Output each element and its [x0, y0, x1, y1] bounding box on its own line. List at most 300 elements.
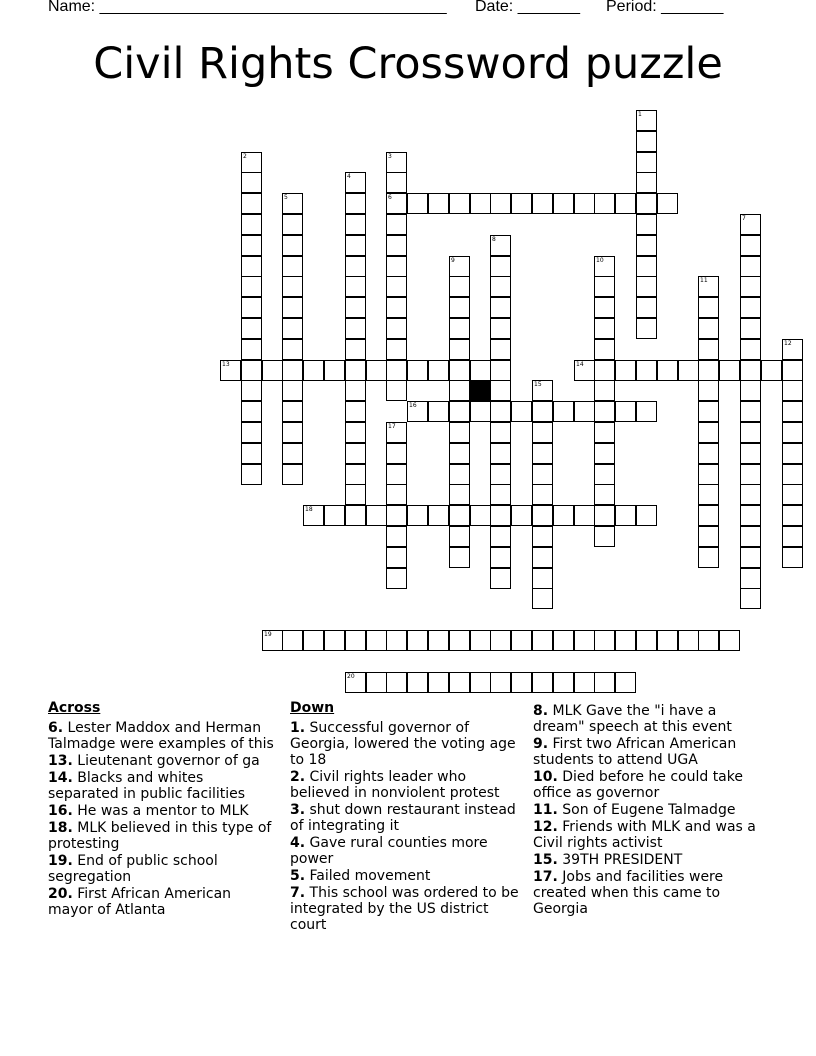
crossword-cell[interactable] — [698, 505, 719, 526]
crossword-cell[interactable] — [220, 360, 241, 381]
crossword-cell[interactable] — [386, 276, 407, 297]
crossword-cell[interactable] — [449, 464, 470, 485]
crossword-cell[interactable] — [366, 672, 387, 693]
crossword-cell[interactable] — [449, 318, 470, 339]
crossword-cell[interactable] — [574, 672, 595, 693]
crossword-cell[interactable] — [470, 505, 491, 526]
crossword-cell[interactable] — [553, 630, 574, 651]
crossword-cell[interactable] — [303, 360, 324, 381]
crossword-cell[interactable] — [345, 256, 366, 277]
crossword-cell[interactable] — [241, 443, 262, 464]
crossword-cell[interactable] — [449, 339, 470, 360]
crossword-cell[interactable] — [386, 235, 407, 256]
crossword-cell[interactable] — [636, 505, 657, 526]
crossword-cell[interactable] — [241, 380, 262, 401]
crossword-cell[interactable] — [636, 172, 657, 193]
crossword-cell[interactable] — [386, 547, 407, 568]
crossword-cell[interactable] — [449, 505, 470, 526]
crossword-cell[interactable] — [594, 484, 615, 505]
clue-number: 1 — [638, 111, 642, 118]
crossword-cell[interactable] — [282, 193, 303, 214]
clue-item — [290, 769, 526, 801]
crossword-cell[interactable] — [594, 464, 615, 485]
crossword-cell[interactable] — [282, 256, 303, 277]
crossword-cell[interactable] — [386, 152, 407, 173]
crossword-cell[interactable] — [241, 318, 262, 339]
crossword-cell[interactable] — [678, 630, 699, 651]
crossword-cell[interactable] — [532, 443, 553, 464]
crossword-cell[interactable] — [511, 505, 532, 526]
crossword-cell[interactable] — [698, 484, 719, 505]
crossword-cell[interactable] — [303, 505, 324, 526]
crossword-cell[interactable] — [574, 505, 595, 526]
crossword-cell[interactable] — [698, 318, 719, 339]
crossword-cell[interactable] — [698, 360, 719, 381]
crossword-cell[interactable] — [386, 380, 407, 401]
crossword-cell[interactable] — [470, 360, 491, 381]
crossword-cell[interactable] — [782, 443, 803, 464]
crossword-cell[interactable] — [698, 547, 719, 568]
crossword-cell[interactable] — [449, 526, 470, 547]
crossword-cell[interactable] — [698, 380, 719, 401]
crossword-cell[interactable] — [470, 401, 491, 422]
crossword-cell[interactable] — [386, 672, 407, 693]
crossword-cell[interactable] — [594, 276, 615, 297]
crossword-cell[interactable] — [594, 630, 615, 651]
crossword-cell[interactable] — [345, 672, 366, 693]
crossword-cell[interactable] — [532, 630, 553, 651]
crossword-cell[interactable] — [386, 568, 407, 589]
crossword-cell[interactable] — [761, 360, 782, 381]
crossword-cell[interactable] — [449, 193, 470, 214]
crossword-cell[interactable] — [490, 276, 511, 297]
crossword-cell[interactable] — [594, 380, 615, 401]
crossword-cell[interactable] — [740, 505, 761, 526]
crossword-cell[interactable] — [366, 630, 387, 651]
clue-item-text: Son of Eugene Talmadge — [557, 802, 736, 818]
crossword-cell[interactable] — [678, 360, 699, 381]
crossword-cell[interactable] — [782, 547, 803, 568]
crossword-cell[interactable] — [553, 401, 574, 422]
crossword-cell[interactable] — [490, 443, 511, 464]
crossword-cell[interactable] — [782, 422, 803, 443]
crossword-cell[interactable] — [345, 401, 366, 422]
crossword-cell[interactable] — [740, 297, 761, 318]
crossword-cell[interactable] — [636, 276, 657, 297]
crossword-cell[interactable] — [740, 443, 761, 464]
crossword-cell[interactable] — [241, 422, 262, 443]
crossword-cell[interactable] — [282, 297, 303, 318]
clue-number: 17 — [388, 423, 396, 430]
crossword-cell[interactable] — [740, 380, 761, 401]
black-square — [470, 380, 491, 401]
crossword-cell[interactable] — [241, 193, 262, 214]
crossword-cell[interactable] — [490, 401, 511, 422]
crossword-cell[interactable] — [636, 235, 657, 256]
crossword-cell[interactable] — [407, 505, 428, 526]
crossword-cell[interactable] — [282, 339, 303, 360]
crossword-cell[interactable] — [345, 297, 366, 318]
crossword-cell[interactable] — [740, 484, 761, 505]
crossword-cell[interactable] — [282, 214, 303, 235]
crossword-cell[interactable] — [490, 297, 511, 318]
crossword-cell[interactable] — [657, 630, 678, 651]
crossword-cell[interactable] — [532, 484, 553, 505]
crossword-cell[interactable] — [324, 360, 345, 381]
crossword-cell[interactable] — [740, 214, 761, 235]
crossword-cell[interactable] — [719, 360, 740, 381]
crossword-cell[interactable] — [282, 464, 303, 485]
clue-item — [48, 753, 276, 769]
clue-item-text: This school was ordered to be integrated by the US district court — [290, 885, 519, 933]
crossword-cell[interactable] — [345, 235, 366, 256]
crossword-cell[interactable] — [594, 443, 615, 464]
crossword-cell[interactable] — [345, 380, 366, 401]
crossword-cell[interactable] — [657, 193, 678, 214]
crossword-cell[interactable] — [345, 276, 366, 297]
crossword-cell[interactable] — [282, 401, 303, 422]
crossword-cell[interactable] — [636, 318, 657, 339]
clue-item — [533, 802, 763, 818]
crossword-cell[interactable] — [345, 422, 366, 443]
crossword-cell[interactable] — [594, 339, 615, 360]
crossword-cell[interactable] — [490, 318, 511, 339]
crossword-cell[interactable] — [636, 630, 657, 651]
crossword-cell[interactable] — [262, 360, 283, 381]
crossword-cell[interactable] — [511, 630, 532, 651]
clue-number: 11 — [700, 277, 708, 284]
crossword-cell[interactable] — [636, 193, 657, 214]
clue-item-text: shut down restaurant instead of integrating it — [290, 802, 516, 834]
crossword-cell[interactable] — [407, 630, 428, 651]
crossword-cell[interactable] — [615, 193, 636, 214]
crossword-cell[interactable] — [490, 672, 511, 693]
crossword-cell[interactable] — [782, 339, 803, 360]
clue-number: 18 — [305, 506, 313, 513]
crossword-cell[interactable] — [386, 484, 407, 505]
crossword-cell[interactable] — [511, 193, 532, 214]
crossword-cell[interactable] — [386, 360, 407, 381]
crossword-cell[interactable] — [428, 630, 449, 651]
crossword-cell[interactable] — [740, 235, 761, 256]
clue-number: 4 — [347, 173, 351, 180]
crossword-cell[interactable] — [490, 235, 511, 256]
crossword-cell[interactable] — [407, 672, 428, 693]
crossword-cell[interactable] — [574, 360, 595, 381]
crossword-cell[interactable] — [386, 464, 407, 485]
clue-item — [290, 835, 526, 867]
clue-item-number: 15. — [533, 852, 558, 868]
crossword-cell[interactable] — [428, 360, 449, 381]
clue-item — [290, 720, 526, 768]
crossword-cell[interactable] — [740, 360, 761, 381]
crossword-cell[interactable] — [470, 630, 491, 651]
crossword-cell[interactable] — [636, 297, 657, 318]
crossword-cell[interactable] — [490, 422, 511, 443]
crossword-cell[interactable] — [241, 152, 262, 173]
crossword-cell[interactable] — [386, 422, 407, 443]
crossword-cell[interactable] — [594, 256, 615, 277]
crossword-cell[interactable] — [532, 526, 553, 547]
crossword-cell[interactable] — [366, 360, 387, 381]
crossword-cell[interactable] — [719, 630, 740, 651]
crossword-cell[interactable] — [490, 380, 511, 401]
crossword-cell[interactable] — [615, 672, 636, 693]
crossword-cell[interactable] — [490, 630, 511, 651]
crossword-cell[interactable] — [470, 672, 491, 693]
crossword-cell[interactable] — [782, 484, 803, 505]
crossword-cell[interactable] — [511, 672, 532, 693]
crossword-cell[interactable] — [428, 672, 449, 693]
date-field[interactable]: Date: _______ — [475, 0, 580, 15]
crossword-cell[interactable] — [490, 256, 511, 277]
crossword-cell[interactable] — [574, 193, 595, 214]
crossword-cell[interactable] — [345, 172, 366, 193]
crossword-cell[interactable] — [449, 547, 470, 568]
crossword-cell[interactable] — [345, 360, 366, 381]
crossword-cell[interactable] — [782, 401, 803, 422]
crossword-cell[interactable] — [740, 276, 761, 297]
clue-item-number: 5. — [290, 868, 306, 884]
crossword-cell[interactable] — [324, 630, 345, 651]
clue-item — [533, 869, 763, 917]
crossword-cell[interactable] — [386, 318, 407, 339]
clue-item-text: Lieutenant governor of ga — [72, 753, 260, 769]
crossword-cell[interactable] — [574, 630, 595, 651]
crossword-cell[interactable] — [345, 318, 366, 339]
crossword-cell[interactable] — [615, 630, 636, 651]
crossword-cell[interactable] — [345, 443, 366, 464]
crossword-cell[interactable] — [241, 464, 262, 485]
crossword-cell[interactable] — [636, 110, 657, 131]
crossword-cell[interactable] — [698, 401, 719, 422]
crossword-cell[interactable] — [636, 131, 657, 152]
crossword-cell[interactable] — [740, 401, 761, 422]
crossword-cell[interactable] — [698, 297, 719, 318]
crossword-cell[interactable] — [386, 505, 407, 526]
crossword-cell[interactable] — [532, 568, 553, 589]
crossword-cell[interactable] — [282, 443, 303, 464]
crossword-cell[interactable] — [740, 339, 761, 360]
crossword-cell[interactable] — [532, 505, 553, 526]
clue-number: 5 — [284, 194, 288, 201]
crossword-cell[interactable] — [490, 547, 511, 568]
crossword-cell[interactable] — [345, 464, 366, 485]
crossword-cell[interactable] — [511, 401, 532, 422]
clue-item-number: 6. — [48, 720, 64, 736]
crossword-cell[interactable] — [262, 630, 283, 651]
crossword-cell[interactable] — [698, 464, 719, 485]
crossword-cell[interactable] — [282, 318, 303, 339]
crossword-cell[interactable] — [615, 505, 636, 526]
name-field[interactable]: Name: _______________________________________ — [48, 0, 447, 15]
crossword-cell[interactable] — [532, 380, 553, 401]
crossword-cell[interactable] — [449, 422, 470, 443]
crossword-cell[interactable] — [636, 214, 657, 235]
clue-item-text: 39TH PRESIDENT — [557, 852, 683, 868]
crossword-cell[interactable] — [407, 360, 428, 381]
crossword-cell[interactable] — [782, 464, 803, 485]
crossword-cell[interactable] — [594, 505, 615, 526]
crossword-cell[interactable] — [449, 380, 470, 401]
clue-item — [290, 868, 526, 884]
crossword-cell[interactable] — [782, 360, 803, 381]
crossword-cell[interactable] — [490, 568, 511, 589]
crossword-cell[interactable] — [282, 360, 303, 381]
crossword-cell[interactable] — [449, 256, 470, 277]
crossword-cell[interactable] — [449, 630, 470, 651]
clue-item-number: 8. — [533, 703, 549, 719]
crossword-cell[interactable] — [241, 172, 262, 193]
crossword-cell[interactable] — [428, 401, 449, 422]
crossword-cell[interactable] — [449, 297, 470, 318]
crossword-cell[interactable] — [345, 193, 366, 214]
crossword-cell[interactable] — [386, 443, 407, 464]
crossword-cell[interactable] — [740, 588, 761, 609]
period-field[interactable]: Period: _______ — [606, 0, 724, 15]
crossword-cell[interactable] — [574, 401, 595, 422]
crossword-cell[interactable] — [345, 339, 366, 360]
crossword-cell[interactable] — [449, 401, 470, 422]
crossword-cell[interactable] — [740, 256, 761, 277]
clue-item-text: Blacks and whites separated in public facilities — [48, 770, 246, 802]
clue-item — [533, 819, 763, 851]
crossword-cell[interactable] — [345, 214, 366, 235]
crossword-cell[interactable] — [241, 276, 262, 297]
crossword-cell[interactable] — [490, 505, 511, 526]
crossword-cell[interactable] — [449, 360, 470, 381]
crossword-cell[interactable] — [782, 505, 803, 526]
crossword-cell[interactable] — [386, 172, 407, 193]
across-clues — [48, 700, 276, 919]
clue-number: 10 — [596, 257, 604, 264]
crossword-cell[interactable] — [490, 464, 511, 485]
crossword-cell[interactable] — [241, 360, 262, 381]
crossword-cell[interactable] — [282, 380, 303, 401]
crossword-cell[interactable] — [594, 422, 615, 443]
crossword-cell[interactable] — [449, 443, 470, 464]
crossword-cell[interactable] — [636, 152, 657, 173]
crossword-cell[interactable] — [594, 401, 615, 422]
crossword-cell[interactable] — [386, 297, 407, 318]
crossword-cell[interactable] — [594, 297, 615, 318]
crossword-cell[interactable] — [386, 193, 407, 214]
crossword-cell[interactable] — [532, 588, 553, 609]
crossword-cell[interactable] — [594, 193, 615, 214]
crossword-cell[interactable] — [594, 526, 615, 547]
crossword-cell[interactable] — [282, 276, 303, 297]
clue-item-number: 1. — [290, 720, 306, 736]
crossword-cell[interactable] — [782, 380, 803, 401]
crossword-cell[interactable] — [698, 526, 719, 547]
crossword-cell[interactable] — [490, 339, 511, 360]
crossword-cell[interactable] — [553, 505, 574, 526]
crossword-cell[interactable] — [532, 547, 553, 568]
crossword-cell[interactable] — [386, 526, 407, 547]
crossword-cell[interactable] — [241, 214, 262, 235]
crossword-cell[interactable] — [470, 193, 491, 214]
crossword-cell[interactable] — [324, 505, 345, 526]
crossword-cell[interactable] — [636, 401, 657, 422]
crossword-cell[interactable] — [386, 630, 407, 651]
crossword-cell[interactable] — [303, 630, 324, 651]
crossword-cell[interactable] — [782, 526, 803, 547]
crossword-cell[interactable] — [428, 193, 449, 214]
crossword-cell[interactable] — [594, 318, 615, 339]
clue-item-number: 2. — [290, 769, 306, 785]
crossword-cell[interactable] — [594, 672, 615, 693]
crossword-cell[interactable] — [740, 464, 761, 485]
crossword-cell[interactable] — [345, 484, 366, 505]
crossword-cell[interactable] — [740, 526, 761, 547]
crossword-cell[interactable] — [698, 339, 719, 360]
clue-item-text: First African American mayor of Atlanta — [48, 886, 232, 918]
crossword-cell[interactable] — [740, 547, 761, 568]
crossword-cell[interactable] — [241, 235, 262, 256]
crossword-cell[interactable] — [449, 672, 470, 693]
crossword-cell[interactable] — [428, 505, 449, 526]
crossword-cell[interactable] — [282, 422, 303, 443]
crossword-cell[interactable] — [740, 568, 761, 589]
crossword-cell[interactable] — [740, 422, 761, 443]
crossword-cell[interactable] — [636, 256, 657, 277]
crossword-cell[interactable] — [698, 630, 719, 651]
clue-item — [48, 886, 276, 918]
crossword-cell[interactable] — [615, 401, 636, 422]
crossword-cell[interactable] — [615, 360, 636, 381]
crossword-cell[interactable] — [698, 422, 719, 443]
crossword-cell[interactable] — [407, 401, 428, 422]
crossword-cell[interactable] — [553, 672, 574, 693]
crossword-cell[interactable] — [532, 422, 553, 443]
crossword-cell[interactable] — [698, 276, 719, 297]
crossword-cell[interactable] — [407, 193, 428, 214]
crossword-cell[interactable] — [594, 360, 615, 381]
crossword-cell[interactable] — [345, 630, 366, 651]
crossword-cell[interactable] — [386, 256, 407, 277]
crossword-cell[interactable] — [532, 193, 553, 214]
crossword-cell[interactable] — [345, 505, 366, 526]
crossword-cell[interactable] — [657, 360, 678, 381]
crossword-cell[interactable] — [636, 360, 657, 381]
crossword-cell[interactable] — [282, 235, 303, 256]
clue-item-text: Civil rights leader who believed in nonviolent protest — [290, 769, 500, 801]
crossword-cell[interactable] — [532, 464, 553, 485]
crossword-cell[interactable] — [553, 193, 574, 214]
crossword-cell[interactable] — [241, 401, 262, 422]
clue-number: 15 — [534, 381, 542, 388]
crossword-cell[interactable] — [449, 484, 470, 505]
crossword-cell[interactable] — [282, 630, 303, 651]
crossword-cell[interactable] — [698, 443, 719, 464]
crossword-cell[interactable] — [490, 484, 511, 505]
crossword-cell[interactable] — [532, 401, 553, 422]
crossword-cell[interactable] — [490, 193, 511, 214]
crossword-cell[interactable] — [740, 318, 761, 339]
clue-item — [290, 885, 526, 933]
crossword-cell[interactable] — [490, 526, 511, 547]
page-title: Civil Rights Crossword puzzle — [93, 39, 723, 89]
crossword-cell[interactable] — [366, 505, 387, 526]
crossword-cell[interactable] — [386, 339, 407, 360]
crossword-cell[interactable] — [241, 256, 262, 277]
crossword-cell[interactable] — [532, 672, 553, 693]
crossword-cell[interactable] — [241, 297, 262, 318]
crossword-cell[interactable] — [449, 276, 470, 297]
crossword-cell[interactable] — [386, 214, 407, 235]
crossword-cell[interactable] — [490, 360, 511, 381]
crossword-cell[interactable] — [241, 339, 262, 360]
